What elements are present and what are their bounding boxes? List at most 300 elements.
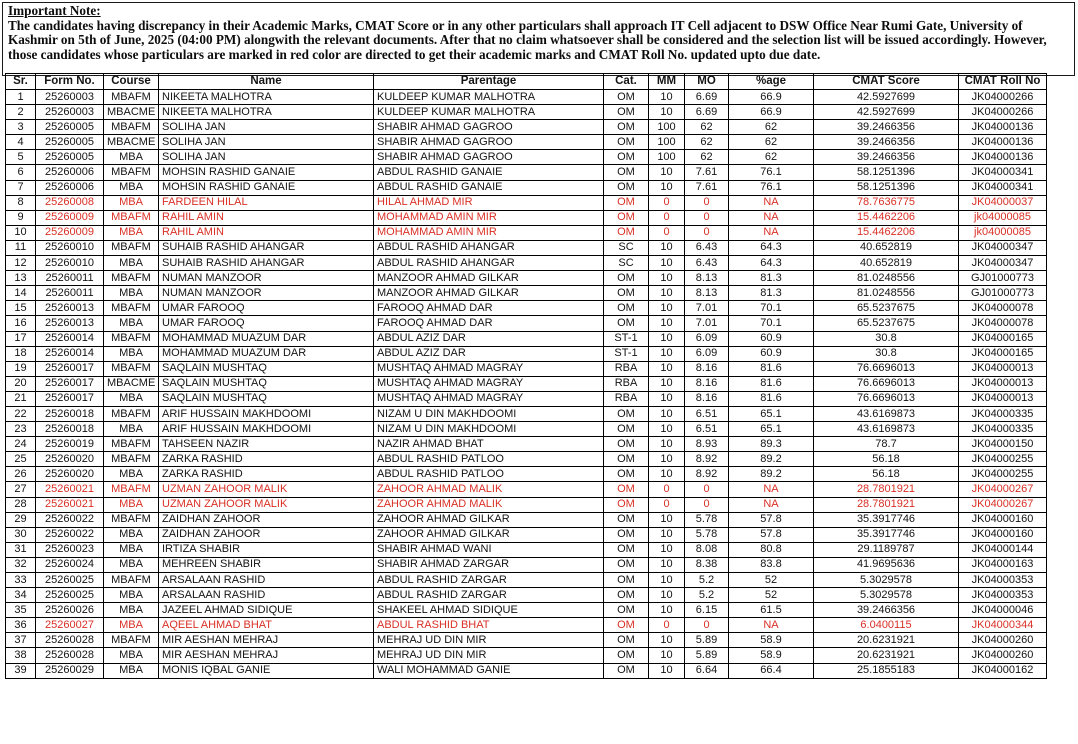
cell-mm: 10: [649, 346, 685, 361]
cell-mo: 8.16: [685, 361, 729, 376]
cell-name: FARDEEN HILAL: [159, 195, 374, 210]
cell-mo: 62: [685, 120, 729, 135]
table-row: [6, 135, 1047, 150]
cell-parentage: ZAHOOR AHMAD GILKAR: [374, 512, 604, 527]
cell-cat: OM: [604, 150, 649, 165]
table-row: [6, 512, 1047, 527]
table-row: [6, 301, 1047, 316]
cell-mo: 5.89: [685, 633, 729, 648]
cell-form-no: 25260028: [36, 633, 104, 648]
cell-course: MBAFM: [104, 437, 159, 452]
cell-mo: 8.08: [685, 542, 729, 557]
cell-mo: 8.16: [685, 376, 729, 391]
cell-form-no: 25260010: [36, 240, 104, 255]
cell-cmat-roll: JK04000347: [959, 256, 1047, 271]
cell-name: MONIS IQBAL GANIE: [159, 663, 374, 678]
cell-cmat-roll: JK04000150: [959, 437, 1047, 452]
cell-sr: 29: [6, 512, 36, 527]
cell-pct: 61.5: [729, 603, 814, 618]
cell-parentage: ABDUL RASHID ZARGAR: [374, 588, 604, 603]
col-header-mm: MM: [649, 74, 685, 90]
cell-parentage: ABDUL RASHID GANAIE: [374, 180, 604, 195]
cell-pct: 60.9: [729, 346, 814, 361]
cell-cmat-roll: JK04000013: [959, 391, 1047, 406]
cell-mo: 6.69: [685, 105, 729, 120]
cell-mo: 6.43: [685, 240, 729, 255]
cell-mo: 8.92: [685, 467, 729, 482]
table-row: [6, 437, 1047, 452]
cell-cat: OM: [604, 301, 649, 316]
cell-name: SUHAIB RASHID AHANGAR: [159, 240, 374, 255]
cell-cat: SC: [604, 256, 649, 271]
cell-parentage: FAROOQ AHMAD DAR: [374, 301, 604, 316]
cell-form-no: 25260005: [36, 150, 104, 165]
cell-mo: 6.09: [685, 346, 729, 361]
cell-mo: 62: [685, 135, 729, 150]
cell-cat: OM: [604, 286, 649, 301]
cell-form-no: 25260025: [36, 573, 104, 588]
cell-parentage: MUSHTAQ AHMAD MAGRAY: [374, 391, 604, 406]
cell-mm: 10: [649, 316, 685, 331]
cell-pct: 89.2: [729, 467, 814, 482]
cell-course: MBAFM: [104, 120, 159, 135]
cell-sr: 39: [6, 663, 36, 678]
cell-mm: 0: [649, 618, 685, 633]
cell-sr: 19: [6, 361, 36, 376]
cell-parentage: SHABIR AHMAD GAGROO: [374, 120, 604, 135]
cell-course: MBA: [104, 256, 159, 271]
cell-name: TAHSEEN NAZIR: [159, 437, 374, 452]
cell-mo: 8.38: [685, 557, 729, 572]
cell-sr: 25: [6, 452, 36, 467]
cell-cat: OM: [604, 497, 649, 512]
cell-mo: 6.15: [685, 603, 729, 618]
cell-cmat-score: 42.5927699: [814, 90, 959, 105]
cell-parentage: ZAHOOR AHMAD MALIK: [374, 482, 604, 497]
cell-parentage: SHABIR AHMAD GAGROO: [374, 135, 604, 150]
table-row: [6, 225, 1047, 240]
cell-parentage: NAZIR AHMAD BHAT: [374, 437, 604, 452]
col-header-course: Course: [104, 74, 159, 90]
cell-form-no: 25260013: [36, 316, 104, 331]
cell-course: MBA: [104, 648, 159, 663]
cell-cmat-score: 76.6696013: [814, 391, 959, 406]
cell-name: MOHAMMAD MUAZUM DAR: [159, 346, 374, 361]
cell-form-no: 25260008: [36, 195, 104, 210]
cell-mm: 0: [649, 482, 685, 497]
cell-name: UZMAN ZAHOOR MALIK: [159, 497, 374, 512]
cell-cmat-roll: JK04000078: [959, 301, 1047, 316]
cell-pct: 58.9: [729, 648, 814, 663]
col-header-sr: Sr.: [6, 74, 36, 90]
cell-cmat-score: 56.18: [814, 467, 959, 482]
cell-parentage: HILAL AHMAD MIR: [374, 195, 604, 210]
cell-cmat-roll: JK04000078: [959, 316, 1047, 331]
cell-parentage: FAROOQ AHMAD DAR: [374, 316, 604, 331]
cell-cmat-roll: JK04000335: [959, 422, 1047, 437]
cell-course: MBACME: [104, 135, 159, 150]
cell-cmat-score: 29.1189787: [814, 542, 959, 557]
cell-parentage: ABDUL AZIZ DAR: [374, 331, 604, 346]
table-row: [6, 573, 1047, 588]
cell-pct: NA: [729, 195, 814, 210]
cell-sr: 5: [6, 150, 36, 165]
note-title: Important Note:: [8, 3, 101, 18]
cell-name: SOLIHA JAN: [159, 135, 374, 150]
cell-sr: 4: [6, 135, 36, 150]
cell-sr: 33: [6, 573, 36, 588]
cell-parentage: ABDUL RASHID PATLOO: [374, 452, 604, 467]
cell-course: MBA: [104, 663, 159, 678]
cell-mo: 62: [685, 150, 729, 165]
cell-mm: 10: [649, 527, 685, 542]
cell-course: MBA: [104, 618, 159, 633]
cell-cat: OM: [604, 467, 649, 482]
cell-cat: OM: [604, 573, 649, 588]
cell-parentage: MEHRAJ UD DIN MIR: [374, 633, 604, 648]
cell-pct: 89.3: [729, 437, 814, 452]
cell-cmat-score: 40.652819: [814, 240, 959, 255]
cell-name: ARIF HUSSAIN MAKHDOOMI: [159, 406, 374, 421]
cell-cmat-score: 76.6696013: [814, 376, 959, 391]
cell-pct: 66.4: [729, 663, 814, 678]
cell-parentage: ABDUL RASHID AHANGAR: [374, 240, 604, 255]
cell-parentage: MOHAMMAD AMIN MIR: [374, 225, 604, 240]
cell-sr: 20: [6, 376, 36, 391]
cell-parentage: SHABIR AHMAD ZARGAR: [374, 557, 604, 572]
cell-mm: 10: [649, 437, 685, 452]
cell-pct: NA: [729, 225, 814, 240]
cell-cat: OM: [604, 527, 649, 542]
cell-course: MBAFM: [104, 271, 159, 286]
cell-mo: 0: [685, 497, 729, 512]
table-row: [6, 286, 1047, 301]
cell-pct: 76.1: [729, 180, 814, 195]
cell-course: MBA: [104, 150, 159, 165]
cell-cat: OM: [604, 135, 649, 150]
cell-pct: 62: [729, 150, 814, 165]
cell-course: MBACME: [104, 105, 159, 120]
cell-form-no: 25260018: [36, 422, 104, 437]
cell-form-no: 25260026: [36, 603, 104, 618]
cell-parentage: ABDUL RASHID ZARGAR: [374, 573, 604, 588]
cell-mo: 0: [685, 618, 729, 633]
cell-course: MBA: [104, 180, 159, 195]
cell-cmat-roll: JK04000144: [959, 542, 1047, 557]
cell-cmat-roll: JK04000160: [959, 512, 1047, 527]
table-row: [6, 331, 1047, 346]
cell-mm: 10: [649, 331, 685, 346]
cell-parentage: MOHAMMAD AMIN MIR: [374, 210, 604, 225]
cell-sr: 17: [6, 331, 36, 346]
cell-sr: 21: [6, 391, 36, 406]
cell-name: SOLIHA JAN: [159, 150, 374, 165]
cell-mo: 7.61: [685, 165, 729, 180]
cell-cat: ST-1: [604, 346, 649, 361]
cell-cat: OM: [604, 90, 649, 105]
table-row: [6, 648, 1047, 663]
cell-sr: 10: [6, 225, 36, 240]
cell-cmat-score: 40.652819: [814, 256, 959, 271]
cell-cmat-roll: JK04000162: [959, 663, 1047, 678]
cell-course: MBAFM: [104, 512, 159, 527]
cell-course: MBA: [104, 603, 159, 618]
cell-mm: 100: [649, 120, 685, 135]
cell-name: ZAIDHAN ZAHOOR: [159, 512, 374, 527]
cell-name: ZAIDHAN ZAHOOR: [159, 527, 374, 542]
cell-name: NUMAN MANZOOR: [159, 286, 374, 301]
cell-sr: 15: [6, 301, 36, 316]
cell-sr: 38: [6, 648, 36, 663]
cell-parentage: ZAHOOR AHMAD GILKAR: [374, 527, 604, 542]
table-row: [6, 210, 1047, 225]
cell-mm: 10: [649, 240, 685, 255]
cell-mm: 10: [649, 648, 685, 663]
cell-mm: 10: [649, 467, 685, 482]
cell-cmat-score: 39.2466356: [814, 603, 959, 618]
cell-cmat-score: 78.7: [814, 437, 959, 452]
cell-sr: 3: [6, 120, 36, 135]
cell-sr: 32: [6, 557, 36, 572]
cell-name: MOHAMMAD MUAZUM DAR: [159, 331, 374, 346]
cell-mm: 10: [649, 512, 685, 527]
cell-cat: OM: [604, 603, 649, 618]
cell-name: JAZEEL AHMAD SIDIQUE: [159, 603, 374, 618]
cell-cmat-roll: JK04000341: [959, 165, 1047, 180]
cell-cmat-score: 28.7801921: [814, 482, 959, 497]
cell-sr: 16: [6, 316, 36, 331]
cell-cmat-score: 35.3917746: [814, 527, 959, 542]
cell-cmat-score: 39.2466356: [814, 150, 959, 165]
cell-parentage: MUSHTAQ AHMAD MAGRAY: [374, 361, 604, 376]
cell-cat: RBA: [604, 376, 649, 391]
cell-mo: 5.78: [685, 527, 729, 542]
cell-cmat-roll: JK04000013: [959, 361, 1047, 376]
cell-pct: 81.6: [729, 391, 814, 406]
cell-pct: 65.1: [729, 406, 814, 421]
cell-mm: 0: [649, 195, 685, 210]
cell-mm: 10: [649, 361, 685, 376]
cell-form-no: 25260017: [36, 361, 104, 376]
cell-cmat-roll: GJ01000773: [959, 271, 1047, 286]
cell-mm: 10: [649, 406, 685, 421]
cell-cmat-score: 43.6169873: [814, 406, 959, 421]
cell-cmat-roll: JK04000013: [959, 376, 1047, 391]
cell-course: MBA: [104, 527, 159, 542]
cell-cat: OM: [604, 195, 649, 210]
cell-cmat-roll: JK04000255: [959, 452, 1047, 467]
cell-form-no: 25260003: [36, 105, 104, 120]
cell-name: MIR AESHAN MEHRAJ: [159, 633, 374, 648]
cell-mm: 10: [649, 90, 685, 105]
cell-mm: 10: [649, 557, 685, 572]
cell-cat: OM: [604, 225, 649, 240]
cell-pct: 81.6: [729, 376, 814, 391]
cell-pct: 66.9: [729, 105, 814, 120]
cell-mm: 10: [649, 391, 685, 406]
cell-name: AQEEL AHMAD BHAT: [159, 618, 374, 633]
cell-form-no: 25260003: [36, 90, 104, 105]
cell-form-no: 25260022: [36, 527, 104, 542]
cell-mo: 6.09: [685, 331, 729, 346]
cell-cmat-score: 25.1855183: [814, 663, 959, 678]
cell-form-no: 25260017: [36, 391, 104, 406]
cell-name: NIKEETA MALHOTRA: [159, 90, 374, 105]
cell-cmat-score: 39.2466356: [814, 120, 959, 135]
cell-form-no: 25260018: [36, 406, 104, 421]
cell-cmat-roll: JK04000136: [959, 120, 1047, 135]
cell-pct: NA: [729, 497, 814, 512]
cell-sr: 14: [6, 286, 36, 301]
cell-cmat-roll: JK04000266: [959, 90, 1047, 105]
note-body: The candidates having discrepancy in their Academic Marks, CMAT Score or in any other particulars shall approach IT Cell adjacent to DSW Office Near Rumi Gate, University of Kashmir on 5th of June, 2025 (04:00 PM) alongwith the relevant documents. After that no claim whatsoever shall be considered and the selection list will be issued accordingly. However, those candidates whose particulars are marked in red color are directed to get their academic marks and CMAT Roll No. updated upto due date.: [8, 17, 1047, 62]
cell-mm: 0: [649, 497, 685, 512]
col-header-cmat-roll: CMAT Roll No: [959, 74, 1047, 90]
cell-form-no: 25260029: [36, 663, 104, 678]
table-row: [6, 271, 1047, 286]
cell-cmat-score: 5.3029578: [814, 573, 959, 588]
table-row: [6, 391, 1047, 406]
table-row: [6, 195, 1047, 210]
table-row: [6, 316, 1047, 331]
cell-cat: OM: [604, 437, 649, 452]
cell-mo: 8.93: [685, 437, 729, 452]
cell-sr: 2: [6, 105, 36, 120]
cell-sr: 37: [6, 633, 36, 648]
cell-cmat-roll: JK04000347: [959, 240, 1047, 255]
cell-pct: 70.1: [729, 316, 814, 331]
cell-form-no: 25260011: [36, 286, 104, 301]
cell-cat: OM: [604, 452, 649, 467]
cell-pct: 81.6: [729, 361, 814, 376]
cell-cat: OM: [604, 180, 649, 195]
cell-sr: 28: [6, 497, 36, 512]
cell-cmat-roll: JK04000344: [959, 618, 1047, 633]
cell-mm: 10: [649, 542, 685, 557]
cell-cat: OM: [604, 542, 649, 557]
cell-cmat-roll: JK04000255: [959, 467, 1047, 482]
cell-mo: 0: [685, 210, 729, 225]
cell-course: MBAFM: [104, 633, 159, 648]
cell-sr: 27: [6, 482, 36, 497]
cell-parentage: WALI MOHAMMAD GANIE: [374, 663, 604, 678]
table-row: [6, 467, 1047, 482]
cell-mo: 8.13: [685, 286, 729, 301]
cell-mo: 5.89: [685, 648, 729, 663]
cell-cat: RBA: [604, 391, 649, 406]
col-header-pct: %age: [729, 74, 814, 90]
cell-course: MBA: [104, 557, 159, 572]
cell-mo: 6.43: [685, 256, 729, 271]
cell-course: MBA: [104, 346, 159, 361]
cell-pct: 58.9: [729, 633, 814, 648]
cell-cmat-roll: JK04000046: [959, 603, 1047, 618]
cell-mm: 10: [649, 422, 685, 437]
cell-cmat-score: 6.0400115: [814, 618, 959, 633]
important-note-box: [2, 2, 1075, 76]
cell-sr: 26: [6, 467, 36, 482]
cell-mm: 10: [649, 180, 685, 195]
table-row: [6, 618, 1047, 633]
cell-name: ARSALAAN RASHID: [159, 573, 374, 588]
cell-mm: 10: [649, 633, 685, 648]
cell-mo: 6.69: [685, 90, 729, 105]
cell-mo: 5.78: [685, 512, 729, 527]
cell-sr: 11: [6, 240, 36, 255]
cell-cat: OM: [604, 482, 649, 497]
cell-form-no: 25260021: [36, 482, 104, 497]
table-row: [6, 603, 1047, 618]
cell-parentage: KULDEEP KUMAR MALHOTRA: [374, 105, 604, 120]
cell-cmat-score: 78.7636775: [814, 195, 959, 210]
table-row: [6, 120, 1047, 135]
cell-name: RAHIL AMIN: [159, 210, 374, 225]
cell-pct: 66.9: [729, 90, 814, 105]
cell-form-no: 25260028: [36, 648, 104, 663]
cell-cmat-score: 76.6696013: [814, 361, 959, 376]
col-header-name: Name: [159, 74, 374, 90]
cell-cat: OM: [604, 633, 649, 648]
cell-cmat-roll: GJ01000773: [959, 286, 1047, 301]
cell-pct: 64.3: [729, 256, 814, 271]
cell-parentage: ABDUL RASHID PATLOO: [374, 467, 604, 482]
cell-cat: OM: [604, 512, 649, 527]
table-row: [6, 105, 1047, 120]
cell-parentage: SHABIR AHMAD GAGROO: [374, 150, 604, 165]
cell-cmat-roll: JK04000341: [959, 180, 1047, 195]
cell-parentage: ZAHOOR AHMAD MALIK: [374, 497, 604, 512]
cell-form-no: 25260006: [36, 165, 104, 180]
cell-pct: NA: [729, 618, 814, 633]
cell-cmat-score: 43.6169873: [814, 422, 959, 437]
cell-cat: RBA: [604, 361, 649, 376]
cell-sr: 30: [6, 527, 36, 542]
cell-cmat-score: 81.0248556: [814, 286, 959, 301]
col-header-cmat-score: CMAT Score: [814, 74, 959, 90]
table-row: [6, 422, 1047, 437]
cell-name: MOHSIN RASHID GANAIE: [159, 165, 374, 180]
cell-pct: 80.8: [729, 542, 814, 557]
cell-mm: 10: [649, 165, 685, 180]
cell-pct: 60.9: [729, 331, 814, 346]
cell-name: MOHSIN RASHID GANAIE: [159, 180, 374, 195]
cell-course: MBA: [104, 422, 159, 437]
cell-mm: 10: [649, 588, 685, 603]
cell-parentage: NIZAM U DIN MAKHDOOMI: [374, 406, 604, 421]
cell-mm: 10: [649, 301, 685, 316]
cell-mo: 0: [685, 195, 729, 210]
cell-sr: 1: [6, 90, 36, 105]
cell-name: UMAR FAROOQ: [159, 301, 374, 316]
cell-course: MBACME: [104, 376, 159, 391]
cell-mm: 10: [649, 663, 685, 678]
cell-cmat-roll: JK04000267: [959, 497, 1047, 512]
cell-parentage: SHAKEEL AHMAD SIDIQUE: [374, 603, 604, 618]
cell-name: ZARKA RASHID: [159, 452, 374, 467]
cell-sr: 13: [6, 271, 36, 286]
cell-mo: 8.92: [685, 452, 729, 467]
cell-form-no: 25260020: [36, 452, 104, 467]
cell-mo: 6.64: [685, 663, 729, 678]
cell-sr: 36: [6, 618, 36, 633]
cell-cmat-score: 30.8: [814, 346, 959, 361]
cell-form-no: 25260005: [36, 135, 104, 150]
cell-cmat-score: 58.1251396: [814, 180, 959, 195]
cell-pct: 70.1: [729, 301, 814, 316]
table-row: [6, 346, 1047, 361]
cell-form-no: 25260023: [36, 542, 104, 557]
table-row: [6, 256, 1047, 271]
